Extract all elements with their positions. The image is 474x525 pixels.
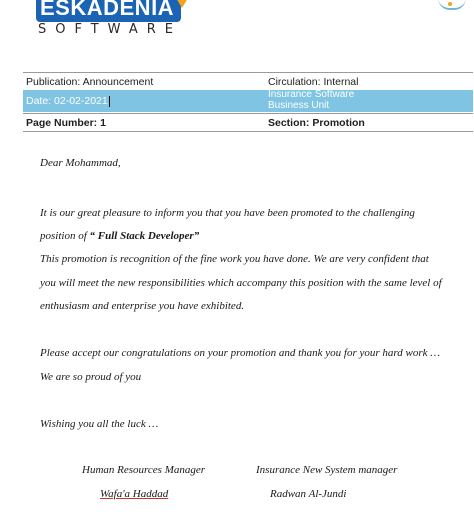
company-logo (26, 0, 186, 42)
letter-p2-line1: This promotion is recognition of the fine work you have done. We are very confident that (40, 253, 429, 265)
business-unit-field (268, 90, 354, 111)
letter-p3-line1: Please accept our congratulations on your promotion and thank you for your hard work … (40, 347, 441, 359)
header-row-date (23, 90, 473, 112)
position-title: “ Full Stack Developer” (89, 230, 200, 242)
text-caret (109, 96, 110, 107)
circulation-field: Circulation: Internal (268, 76, 359, 88)
letter-p1-line2 (40, 230, 199, 242)
letter-p1-line1: It is our great pleasure to inform you that you have been promoted to the challenging (40, 207, 415, 219)
header-row-page (23, 113, 473, 132)
page-number-field: Page Number: 1 (26, 117, 106, 129)
date-field[interactable] (26, 95, 110, 107)
corner-swoosh-icon (438, 0, 466, 10)
letter-p2-line2: you will meet the new responsibilities which accompany this position with the same level of (40, 277, 442, 289)
letter-p2-line3: enthusiasm and enterprise you have exhibited. (40, 300, 245, 312)
logo-brand-text: ESKADENIA (40, 0, 175, 20)
signature-left-name: Wafa'a Haddad (100, 488, 169, 500)
logo-sub-text: SOFTWARE (38, 22, 182, 37)
letter-p3-line2: We are so proud of you (40, 371, 142, 383)
logo-accent-icon (176, 0, 188, 8)
signature-left-title: Human Resources Manager (82, 464, 206, 476)
business-unit-line1: Insurance Software (268, 89, 355, 100)
section-field: Section: Promotion (268, 117, 365, 129)
letter-wish: Wishing you all the luck … (40, 418, 159, 430)
business-unit-line2: Business Unit (268, 99, 330, 111)
corner-dot-icon (448, 2, 452, 6)
publication-field: Publication: Announcement (26, 76, 154, 88)
header-row-publication (23, 72, 473, 91)
position-prefix: position of (40, 230, 87, 242)
letter-greeting: Dear Mohammad, (40, 157, 121, 169)
date-text: Date: 02-02-2021 (26, 95, 108, 107)
signature-right-name: Radwan Al-Jundi (270, 488, 347, 500)
signature-right-title: Insurance New System manager (256, 464, 398, 476)
